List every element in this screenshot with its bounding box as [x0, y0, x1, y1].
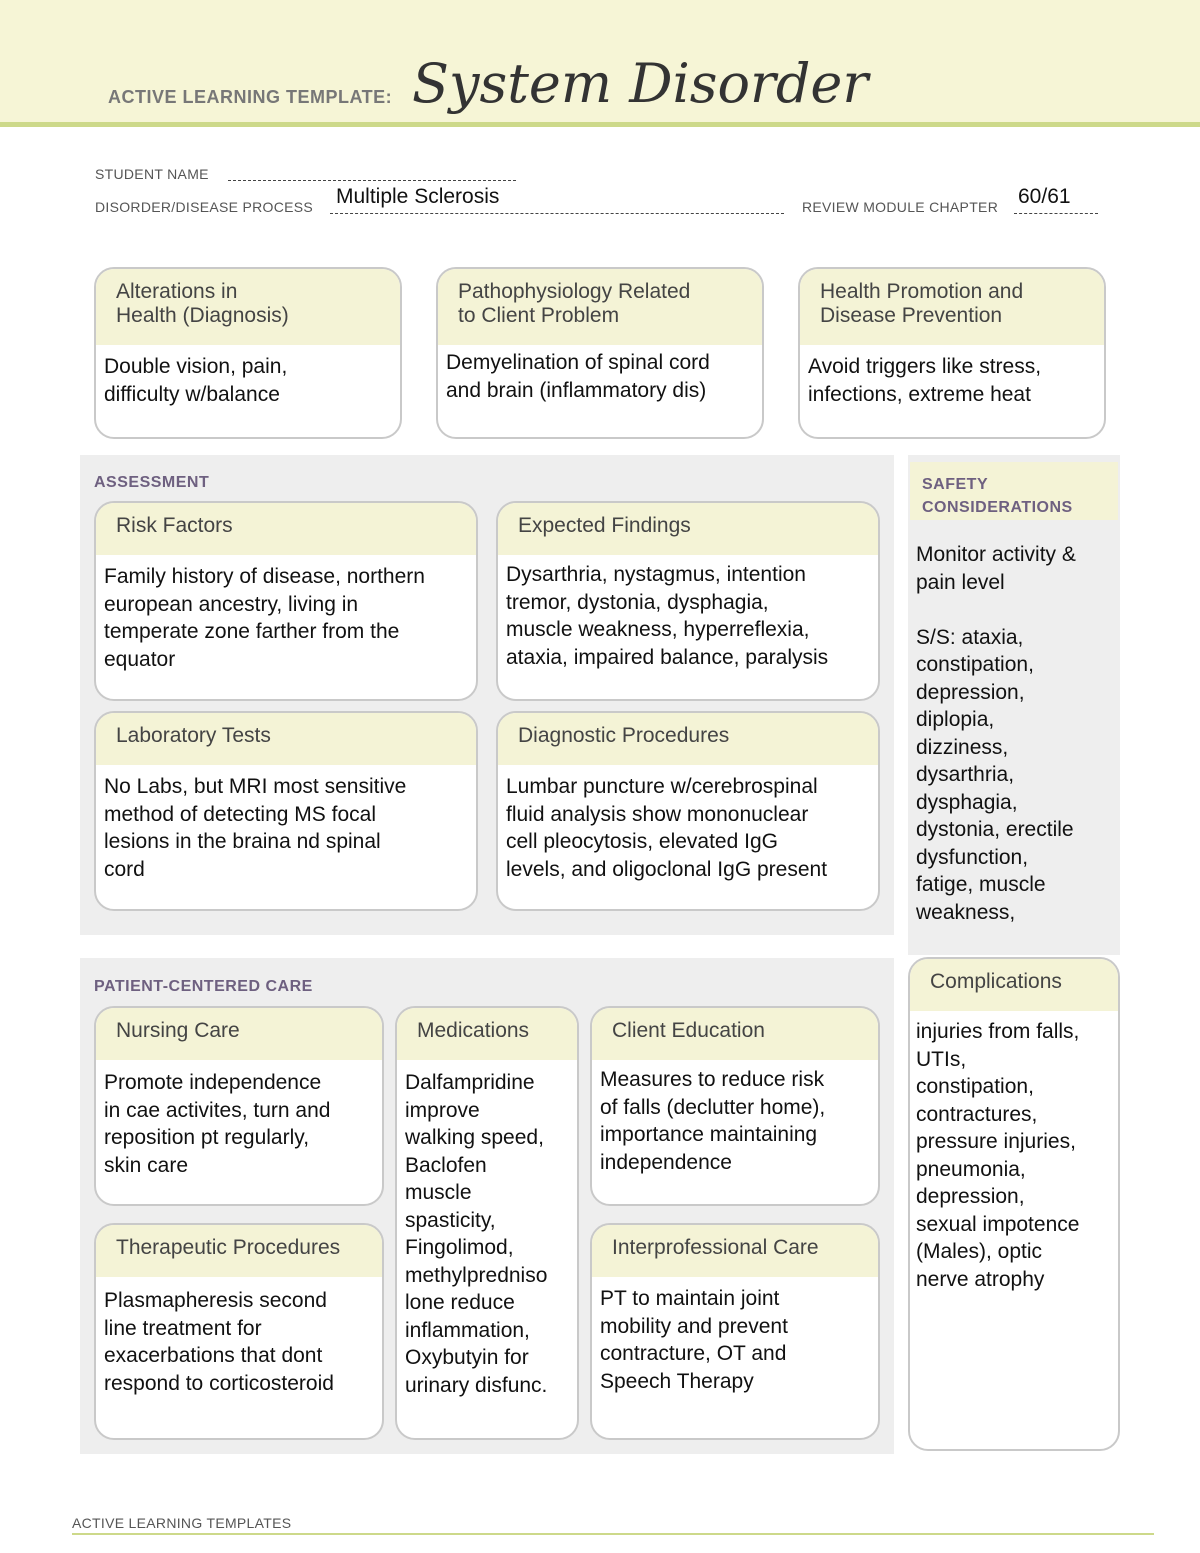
expected-findings-body: Dysarthria, nystagmus, intention tremor, dystonia, dysphagia, muscle weakness, hyperreflexia, ataxia, impaired balance, paralysis: [506, 563, 829, 669]
interprofessional-care-box: [590, 1223, 880, 1440]
safety-title: SAFETY CONSIDERATIONS: [922, 476, 1073, 516]
expected-findings-box: [496, 501, 880, 701]
health-promotion-body: Avoid triggers like stress, infections, extreme heat: [808, 355, 1042, 406]
complications-title: Complications: [910, 959, 1118, 1011]
disorder-field[interactable]: [330, 213, 784, 214]
risk-factors-title: Risk Factors: [96, 503, 476, 555]
diagnostic-procedures-box: [496, 711, 880, 911]
health-promotion-box: [798, 267, 1106, 439]
header-divider: [0, 122, 1200, 127]
nursing-care-box: [94, 1006, 384, 1206]
therapeutic-procedures-body: Plasmapheresis second line treatment for exacerbations that dont respond to corticosteroid: [104, 1289, 334, 1395]
complications-body: injuries from falls, UTIs, constipation, contractures, pressure injuries, pneumonia, depression, sexual impotence (Males), optic nerve atrophy: [916, 1020, 1080, 1291]
pathophysiology-title: Pathophysiology Related to Client Problem: [438, 269, 762, 345]
patient-centered-care-title: PATIENT-CENTERED CARE: [94, 978, 313, 995]
client-education-box: [590, 1006, 880, 1206]
safety-body: Monitor activity & pain level S/S: ataxia, constipation, depression, diplopia, dizziness, dysarthria, dysphagia, dystonia, erectile dysfunction, fatige, muscle weakness,: [916, 543, 1076, 924]
disorder-label: DISORDER/DISEASE PROCESS: [95, 199, 314, 215]
laboratory-tests-box: [94, 711, 478, 911]
alterations-title: Alterations in Health (Diagnosis): [96, 269, 400, 345]
client-education-title: Client Education: [592, 1008, 878, 1060]
laboratory-tests-body: No Labs, but MRI most sensitive method of detecting MS focal lesions in the braina nd spinal cord: [104, 775, 407, 881]
risk-factors-body: Family history of disease, northern european ancestry, living in temperate zone farther from the equator: [104, 565, 425, 671]
pathophysiology-body: Demyelination of spinal cord and brain (inflammatory dis): [446, 351, 710, 402]
footer-label: ACTIVE LEARNING TEMPLATES: [72, 1515, 292, 1531]
complications-box: [908, 957, 1120, 1451]
diagnostic-procedures-title: Diagnostic Procedures: [498, 713, 878, 765]
chapter-label: REVIEW MODULE CHAPTER: [802, 199, 999, 215]
disorder-value: Multiple Sclerosis: [336, 185, 500, 208]
footer-divider: [72, 1533, 1154, 1535]
student-name-field[interactable]: [228, 180, 516, 181]
expected-findings-title: Expected Findings: [498, 503, 878, 555]
medications-box: [395, 1006, 579, 1440]
medications-title: Medications: [397, 1008, 577, 1060]
chapter-field[interactable]: [1014, 213, 1098, 214]
therapeutic-procedures-box: [94, 1223, 384, 1440]
chapter-value: 60/61: [1018, 185, 1071, 208]
nursing-care-body: Promote independence in cae activites, turn and reposition pt regularly, skin care: [104, 1071, 331, 1177]
page-title: System Disorder: [412, 52, 869, 115]
interprofessional-care-body: PT to maintain joint mobility and prevent contracture, OT and Speech Therapy: [600, 1287, 788, 1393]
student-name-label: STUDENT NAME: [95, 166, 209, 182]
laboratory-tests-title: Laboratory Tests: [96, 713, 476, 765]
pathophysiology-box: [436, 267, 764, 439]
diagnostic-procedures-body: Lumbar puncture w/cerebrospinal fluid analysis show mononuclear cell pleocytosis, elevated IgG levels, and oligoclonal IgG present: [506, 775, 828, 881]
therapeutic-procedures-title: Therapeutic Procedures: [96, 1225, 382, 1277]
health-promotion-title: Health Promotion and Disease Prevention: [800, 269, 1104, 345]
alterations-body: Double vision, pain, difficulty w/balance: [104, 355, 288, 406]
nursing-care-title: Nursing Care: [96, 1008, 382, 1060]
medications-body: Dalfampridine improve walking speed, Baclofen muscle spasticity, Fingolimod, methylpredniso lone reduce inflammation, Oxybutyin for urinary disfunc.: [405, 1071, 548, 1397]
risk-factors-box: [94, 501, 478, 701]
assessment-title: ASSESSMENT: [94, 474, 210, 491]
template-label: ACTIVE LEARNING TEMPLATE:: [108, 87, 393, 107]
client-education-body: Measures to reduce risk of falls (declutter home), importance maintaining independence: [600, 1068, 826, 1174]
alterations-box: [94, 267, 402, 439]
interprofessional-care-title: Interprofessional Care: [592, 1225, 878, 1277]
